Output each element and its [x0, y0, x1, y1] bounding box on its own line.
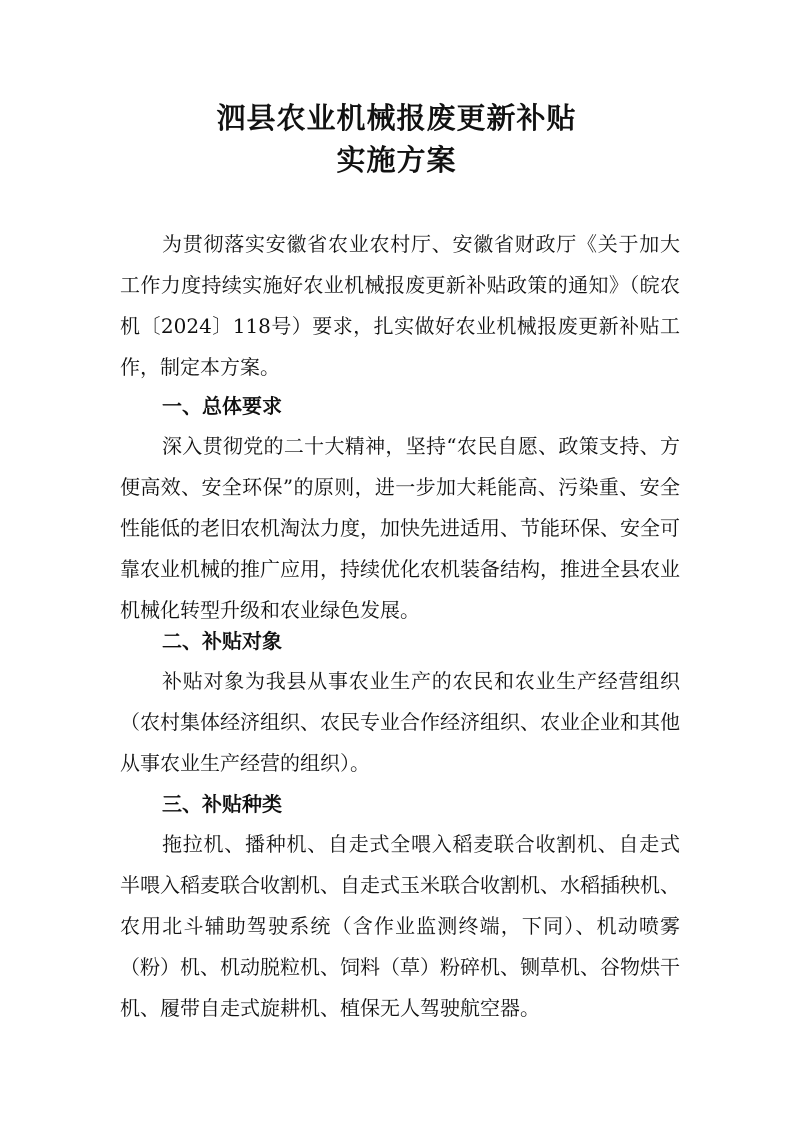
section2-heading: 二、补贴对象 — [162, 629, 282, 653]
section1-paragraph: 深入贯彻党的二十大精神，坚持“农民自愿、政策支持、方便高效、安全环保”的原则，进一步加大耗能高、污染重、安全性能低的老旧农机淘汰力度，加快先进适用、节能环保、安全可靠农业机械的推广应用，持续优化农机装备结构，推进全县农业机械化转型升级和农业绿色发展。 — [120, 434, 680, 622]
section3-heading: 三、补贴种类 — [162, 792, 282, 816]
section3-paragraph: 拖拉机、播种机、自走式全喂入稻麦联合收割机、自走式半喂入稻麦联合收割机、自走式玉米联合收割机、水稻插秧机、农用北斗辅助驾驶系统（含作业监测终端，下同）、机动喷雾（粉）机、机动脱粒机、饲料（草）粉碎机、铡草机、谷物烘干机、履带自走式旋耕机、植保无人驾驶航空器。 — [120, 832, 680, 1020]
section2-paragraph: 补贴对象为我县从事农业生产的农民和农业生产经营组织（农村集体经济组织、农民专业合作经济组织、农业企业和其他从事农业生产经营的组织）。 — [120, 669, 680, 775]
intro-paragraph: 为贯彻落实安徽省农业农村厅、安徽省财政厅《关于加大工作力度持续实施好农业机械报废更新补贴政策的通知》（皖农机〔2024〕118号）要求，扎实做好农业机械报废更新补贴工作，制定本方案。 — [120, 232, 680, 379]
section1-heading: 一、总体要求 — [162, 394, 282, 418]
document-title-line2: 实施方案 — [336, 143, 457, 177]
document-title-line1: 泗县农业机械报废更新补贴 — [216, 101, 577, 135]
